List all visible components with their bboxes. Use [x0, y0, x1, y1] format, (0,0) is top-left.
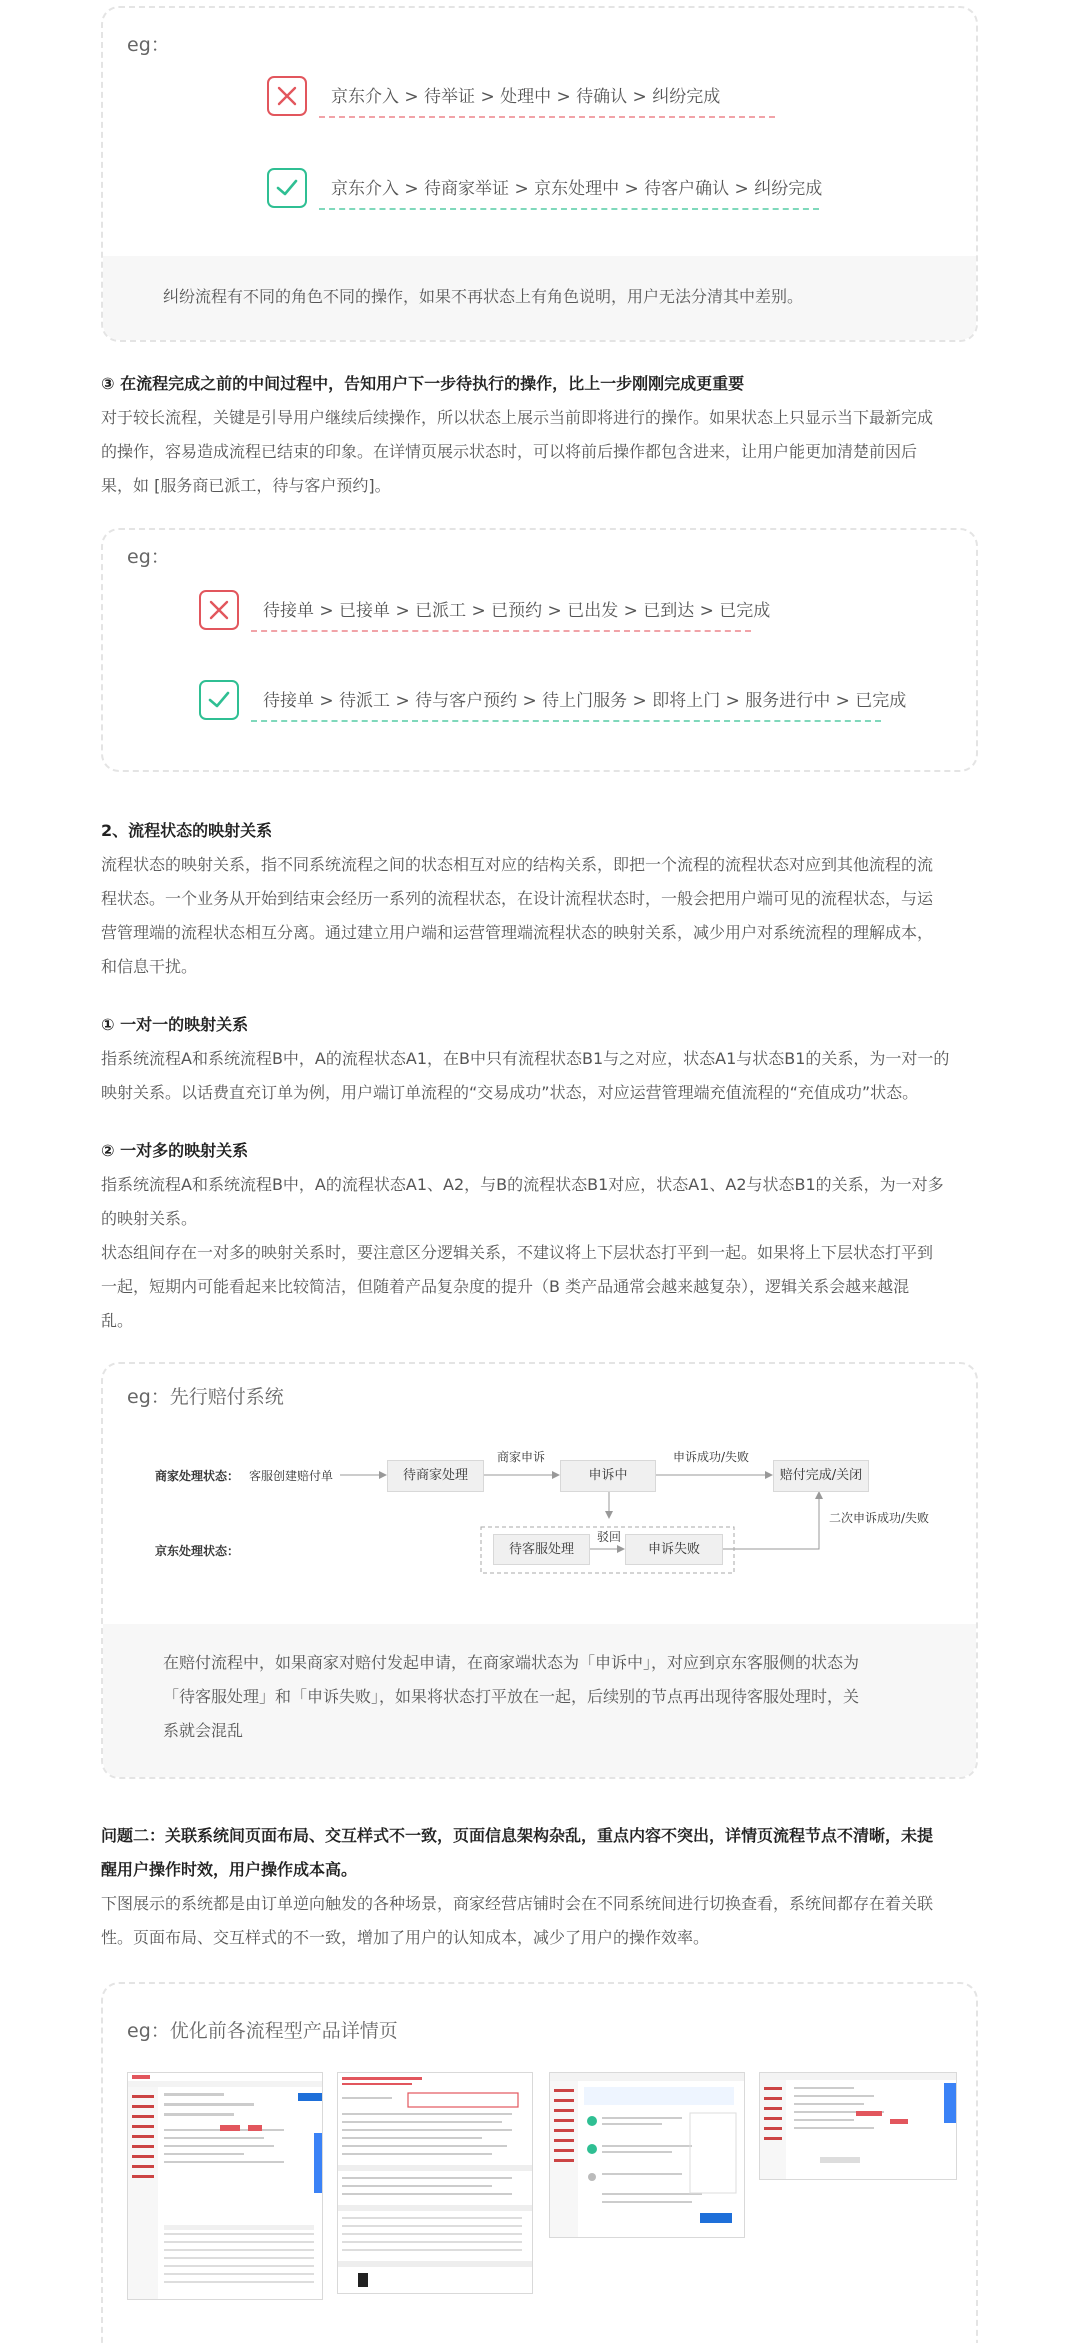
detail-page-thumbnail-2 — [337, 2072, 533, 2294]
eg-label: eg： — [127, 546, 170, 568]
paragraph-line: 和信息干扰。 — [101, 957, 198, 976]
state-diagram — [103, 1364, 978, 1624]
paragraph-line: 指系统流程A和系统流程B中，A的流程状态A1、A2，与B的流程状态B1对应，状态A1、A2与状态B1的关系，为一对多 — [101, 1175, 944, 1194]
paragraph-line: 程状态。一个业务从开始到结束会经历一系列的流程状态，在设计流程状态时，一般会把用户端可见的流程状态，与运 — [101, 889, 934, 908]
check-icon — [199, 680, 239, 720]
section-heading: 2、流程状态的映射关系 — [101, 821, 273, 840]
bad-example-row — [267, 76, 827, 132]
thumbnail-art — [760, 2073, 957, 2180]
example-card-service — [101, 528, 978, 772]
bad-underline — [251, 630, 751, 632]
note-text: 纠纷流程有不同的角色不同的操作，如果不再状态上有角色说明，用户无法分清其中差别。 — [163, 287, 804, 306]
paragraph-line: 下图展示的系统都是由订单逆向触发的各种场景，商家经营店铺时会在不同系统间进行切换查看，系统间都存在着关联 — [101, 1894, 934, 1913]
paragraph-line: 一起，短期内可能看起来比较简洁，但随着产品复杂度的提升（B 类产品通常会越来越复杂），逻辑关系会越来越混 — [101, 1277, 910, 1296]
start-label: 客服创建赔付单 — [249, 1469, 334, 1483]
cross-icon — [267, 76, 307, 116]
jd-lane-label: 京东处理状态： — [155, 1544, 240, 1558]
section-paragraph — [101, 1042, 981, 1110]
section-heading: ③ 在流程完成之前的中间过程中，告知用户下一步待执行的操作，比上一步刚刚完成更重要 — [101, 374, 745, 393]
example-card-detail-pages — [101, 1982, 978, 2343]
bad-flow-text: 京东介入 > 待举证 > 处理中 > 待确认 > 纠纷完成 — [331, 87, 721, 107]
check-icon — [267, 168, 307, 208]
edge-label-complaint: 商家申诉 — [497, 1450, 546, 1464]
paragraph-line: 对于较长流程，关键是引导用户继续后续操作，所以状态上展示当前即将进行的操作。如果状态上只显示当下最新完成 — [101, 408, 934, 427]
section-heading: ① 一对一的映射关系 — [101, 1015, 249, 1034]
example-card-compensation — [101, 1362, 978, 1779]
thumbnail-art — [550, 2073, 745, 2238]
node-pending-cs: 待客服处理 — [493, 1534, 590, 1565]
section-paragraph — [101, 1887, 981, 1955]
section-paragraph — [101, 401, 981, 503]
paragraph-line: 的操作，容易造成流程已结束的印象。在详情页展示状态时，可以将前后操作都包含进来，让用户能更加清楚前因后 — [101, 442, 918, 461]
paragraph-line: 的映射关系。 — [101, 1209, 198, 1228]
heading-line: 醒用户操作时效，用户操作成本高。 — [101, 1860, 358, 1879]
node-appealing: 申诉中 — [560, 1460, 656, 1492]
note-band — [103, 1624, 976, 1777]
node-pending-merchant: 待商家处理 — [387, 1460, 484, 1492]
heading-line: 问题二：关联系统间页面布局、交互样式不一致，页面信息架构杂乱，重点内容不突出，详情页流程节点不清晰，未提 — [101, 1826, 934, 1845]
note-text — [163, 1646, 859, 1748]
good-underline — [251, 720, 881, 722]
node-completed: 赔付完成/关闭 — [773, 1460, 869, 1492]
note-band — [103, 256, 976, 340]
arrow-fail-to-done — [723, 1492, 819, 1549]
diagram-connectors — [103, 1364, 978, 1624]
note-line: 系就会混乱 — [163, 1721, 244, 1740]
edge-label-result: 申诉成功/失败 — [673, 1450, 750, 1464]
merchant-lane-label: 商家处理状态： — [155, 1469, 240, 1483]
thumbnail-art — [128, 2073, 323, 2300]
good-flow-text: 京东介入 > 待商家举证 > 京东处理中 > 待客户确认 > 纠纷完成 — [331, 179, 823, 199]
problem-heading — [101, 1819, 981, 1887]
note-line: 「待客服处理」和「申诉失败」，如果将状态打平放在一起，后续别的节点再出现待客服处理时，关 — [163, 1687, 860, 1706]
good-flow-text: 待接单 > 待派工 > 待与客户预约 > 待上门服务 > 即将上门 > 服务进行中 > 已完成 — [263, 691, 907, 711]
bad-example-row — [199, 590, 771, 646]
paragraph-line: 乱。 — [101, 1311, 134, 1330]
paragraph-line: 映射关系。以话费直充订单为例，用户端订单流程的“交易成功”状态，对应运营管理端充值流程的“充值成功”状态。 — [101, 1083, 919, 1102]
section-paragraph — [101, 848, 981, 984]
bad-flow-text: 待接单 > 已接单 > 已派工 > 已预约 > 已出发 > 已到达 > 已完成 — [263, 601, 771, 621]
paragraph-line: 果，如 [服务商已派工，待与客户预约]。 — [101, 476, 391, 495]
eg-label: eg：优化前各流程型产品详情页 — [127, 2020, 398, 2042]
detail-page-thumbnail-4 — [759, 2072, 957, 2180]
edge-label-second-appeal: 二次申诉成功/失败 — [829, 1511, 930, 1525]
eg-label: eg：先行赔付系统 — [127, 1386, 284, 1408]
section-heading: ② 一对多的映射关系 — [101, 1141, 249, 1160]
good-example-row — [199, 680, 907, 736]
example-card-dispute — [101, 6, 978, 342]
paragraph-line: 营管理端的流程状态相互分离。通过建立用户端和运营管理端流程状态的映射关系，减少用户对系统流程的理解成本， — [101, 923, 934, 942]
thumbnail-art — [338, 2073, 533, 2294]
paragraph-line: 状态组间存在一对多的映射关系时，要注意区分逻辑关系，不建议将上下层状态打平到一起。如果将上下层状态打平到 — [101, 1243, 934, 1262]
edge-label-reject: 驳回 — [597, 1530, 622, 1544]
detail-page-thumbnail-1 — [127, 2072, 323, 2300]
good-example-row — [267, 168, 827, 224]
paragraph-line: 性。页面布局、交互样式的不一致，增加了用户的认知成本，减少了用户的操作效率。 — [101, 1928, 710, 1947]
paragraph-line: 流程状态的映射关系，指不同系统流程之间的状态相互对应的结构关系，即把一个流程的流程状态对应到其他流程的流 — [101, 855, 934, 874]
paragraph-line: 指系统流程A和系统流程B中，A的流程状态A1，在B中只有流程状态B1与之对应，状态A1与状态B1的关系，为一对一的 — [101, 1049, 950, 1068]
cross-icon — [199, 590, 239, 630]
bad-underline — [319, 116, 775, 118]
detail-page-thumbnail-3 — [549, 2072, 745, 2238]
node-appeal-failed: 申诉失败 — [625, 1534, 723, 1565]
section-paragraph — [101, 1168, 981, 1338]
eg-label: eg： — [127, 34, 170, 56]
note-line: 在赔付流程中，如果商家对赔付发起申请，在商家端状态为「申诉中」，对应到京东客服侧的状态为 — [163, 1653, 860, 1672]
good-underline — [319, 208, 819, 210]
